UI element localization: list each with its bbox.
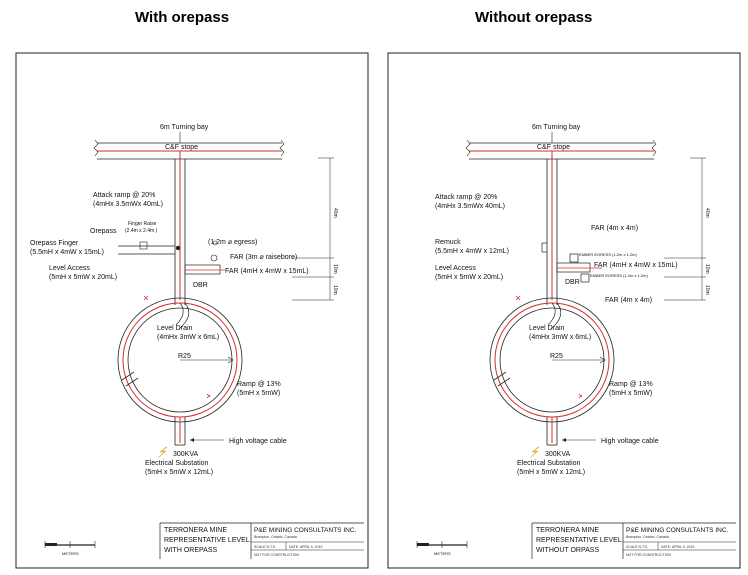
label-cf-stope: C&F stope bbox=[537, 144, 571, 151]
scale-text: SCALE N.T.S. bbox=[254, 545, 276, 549]
label-ramp: Ramp @ 13% bbox=[237, 381, 281, 388]
label-ramp-dims: (5mH x 5mW) bbox=[609, 390, 653, 397]
label-ramp: Ramp @ 13% bbox=[609, 381, 653, 388]
label-finger-raise: Finger Raise bbox=[128, 221, 157, 227]
scale-text: SCALE N.T.S. bbox=[626, 545, 648, 549]
label-level-access: Level Access bbox=[435, 265, 476, 272]
title-line3: WITH OREPASS bbox=[164, 547, 218, 554]
consultant-name: P&E MINING CONSULTANTS INC. bbox=[254, 527, 357, 534]
label-orepass: Orepass bbox=[90, 228, 117, 235]
not-for-construction: NOT FOR CONSTRUCTION bbox=[254, 553, 299, 557]
label-ember-egress-2: EMBER EGRESS (1.2m x 1.2m) bbox=[590, 273, 648, 278]
label-level-drain: Level Drain bbox=[157, 325, 193, 332]
label-substation: Electrical Substation bbox=[517, 460, 581, 467]
label-substation: Electrical Substation bbox=[145, 460, 209, 467]
label-far-raisebore: FAR (3m ⌀ raisebore) bbox=[230, 254, 298, 261]
label-turning-bay: 6m Turning bay bbox=[532, 124, 581, 131]
label-remuck-dims: (5.5mH x 4mW x 12mL) bbox=[435, 248, 509, 255]
sheet-with-orepass bbox=[16, 53, 368, 568]
dim-40m: 40m bbox=[332, 208, 338, 218]
label-ramp-dims: (5mH x 5mW) bbox=[237, 390, 281, 397]
label-cf-stope: C&F stope bbox=[165, 144, 199, 151]
label-far-dims: FAR (4mH x 4mW x 15mL) bbox=[594, 262, 678, 269]
orepass-symbol bbox=[176, 246, 180, 250]
label-attack-ramp-dims: (4mHx 3.5mWx 40mL) bbox=[435, 203, 506, 210]
label-dbr: DBR bbox=[193, 282, 208, 289]
dim-40m: 40m bbox=[704, 208, 710, 218]
title-line1: TERRONERA MINE bbox=[536, 527, 600, 534]
scale-unit: METERS bbox=[62, 551, 79, 556]
label-attack-ramp: Attack ramp @ 20% bbox=[435, 194, 498, 201]
title-line3: WITHOUT ORPASS bbox=[536, 547, 600, 554]
label-remuck: Remuck bbox=[435, 239, 461, 246]
label-substation-dims: (5mH x 5mW x 12mL) bbox=[145, 469, 214, 476]
label-far-dims: FAR (4mH x 4mW x 15mL) bbox=[225, 268, 309, 275]
label-radius: R25 bbox=[178, 353, 191, 360]
label-egress: (1.2m ⌀ egress) bbox=[208, 239, 258, 246]
label-attack-ramp-dims: (4mHx 3.5mWx 40mL) bbox=[93, 201, 164, 208]
label-attack-ramp: Attack ramp @ 20% bbox=[93, 192, 156, 199]
label-radius: R25 bbox=[550, 353, 563, 360]
label-level-drain-dims: (4mHx 3mW x 6mL) bbox=[157, 334, 220, 341]
label-dbr: DBR bbox=[565, 279, 580, 286]
label-level-access: Level Access bbox=[49, 265, 90, 272]
scale-unit: METERS bbox=[434, 551, 451, 556]
dim-10m-b: 10m bbox=[704, 285, 710, 295]
sheet-without-orepass bbox=[388, 53, 740, 568]
label-level-drain: Level Drain bbox=[529, 325, 565, 332]
label-finger-raise-dims: (2.4m x 2.4m ) bbox=[125, 228, 158, 234]
title-line1: TERRONERA MINE bbox=[164, 527, 228, 534]
label-kva: 300KVA bbox=[173, 451, 199, 458]
dim-10m-b: 10m bbox=[332, 285, 338, 295]
label-far-bottom: FAR (4m x 4m) bbox=[605, 297, 653, 304]
label-turning-bay: 6m Turning bay bbox=[160, 124, 209, 131]
date-text: DATE: APRIL 9, 2019 bbox=[289, 545, 323, 549]
consultant-location: Brampton, Ontario, Canada bbox=[626, 535, 669, 539]
label-level-access-dims: (5mH x 5mW x 20mL) bbox=[435, 274, 504, 281]
label-ember-egress-1: EMBER EGRESS (1.2m x 1.2m) bbox=[579, 252, 637, 257]
label-kva: 300KVA bbox=[545, 451, 571, 458]
title-line2: REPRESENTATIVE LEVEL bbox=[536, 537, 622, 544]
label-orepass-finger: Orepass Finger bbox=[30, 240, 79, 247]
label-substation-dims: (5mH x 5mW x 12mL) bbox=[517, 469, 586, 476]
dim-10m-a: 10m bbox=[704, 264, 710, 274]
label-level-access-dims: (5mH x 5mW x 20mL) bbox=[49, 274, 118, 281]
heading-with-orepass: With orepass bbox=[135, 9, 230, 26]
consultant-location: Brampton, Ontario, Canada bbox=[254, 535, 297, 539]
heading-without-orepass: Without orepass bbox=[475, 9, 593, 26]
date-text: DATE: APRIL 9, 2019 bbox=[661, 545, 695, 549]
label-level-drain-dims: (4mHx 3mW x 6mL) bbox=[529, 334, 592, 341]
label-orepass-finger-dims: (5.5mH x 4mW x 15mL) bbox=[30, 249, 104, 256]
label-far-top: FAR (4m x 4m) bbox=[591, 225, 639, 232]
consultant-name: P&E MINING CONSULTANTS INC. bbox=[626, 527, 729, 534]
not-for-construction: NOT FOR CONSTRUCTION bbox=[626, 553, 671, 557]
title-line2: REPRESENTATIVE LEVEL bbox=[164, 537, 250, 544]
dim-10m-a: 10m bbox=[332, 264, 338, 274]
label-hv-cable: High voltage cable bbox=[229, 438, 287, 445]
label-hv-cable: High voltage cable bbox=[601, 438, 659, 445]
